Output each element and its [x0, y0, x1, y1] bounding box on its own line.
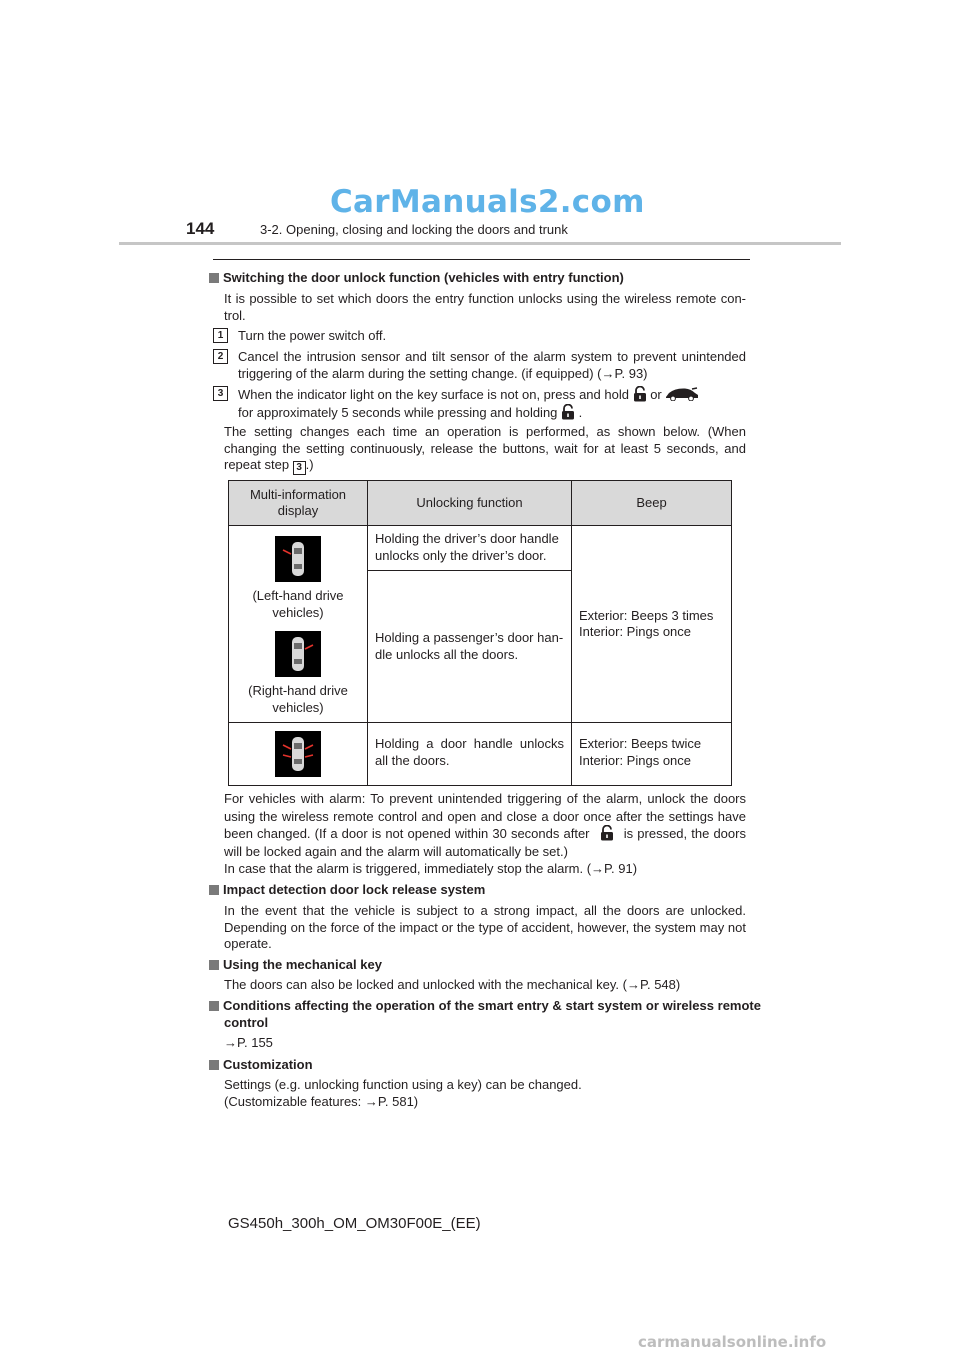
bullet-square-icon [209, 960, 219, 970]
alarm-stop-note: In case that the alarm is triggered, immediately stop the alarm. (→P. 91) [224, 861, 638, 876]
header-divider [119, 242, 841, 245]
step-reference-3: 3 [293, 461, 306, 475]
step-1-text: Turn the power switch off. [238, 328, 387, 343]
impact-text: In the event that the vehicle is subject to a strong impact, all the doors are unlocked. Depending on the force of the impact or the type of accident, however, the system may not operate. [224, 903, 746, 951]
table-header: Beep [572, 481, 732, 526]
lhd-label: (Left-hand drive vehicles) [252, 588, 344, 620]
mechanical-heading: Using the mechanical key [209, 957, 754, 974]
step-2-text: Cancel the intrusion sensor and tilt sensor of the alarm system to prevent unintended triggering of the alarm during the setting change. (if equipped) (→P. 93) [238, 349, 746, 381]
car-driver-door-rhd-icon [275, 631, 321, 677]
switching-intro: It is possible to set which doors the entry function unlocks using the wireless remote con-trol. [224, 291, 746, 323]
watermark-carmanualsonline: carmanualsonline.info [638, 1333, 827, 1351]
section-title: 3-2. Opening, closing and locking the doors and trunk [260, 222, 568, 237]
content-divider [213, 259, 750, 260]
customization-text: Settings (e.g. unlocking function using a key) can be changed. [224, 1077, 582, 1092]
step-number-1: 1 [213, 328, 228, 343]
display-cell [229, 723, 368, 786]
function-cell: Holding a door handle unlocks all the doors. [368, 723, 572, 786]
bullet-square-icon [209, 273, 219, 283]
customization-heading: Customization [209, 1057, 754, 1074]
setting-changes-text: The setting changes each time an operation is performed, as shown below. (When changing the setting continuously, release the buttons, wait for at least 5 seconds, and repeat step 3 .) [224, 424, 746, 473]
unlock-button-icon [561, 404, 575, 420]
watermark-carmanuals2: CarManuals2.com [330, 184, 645, 220]
step-3-text: When the indicator light on the key surface is not on, press and hold or for approximately 5 seconds while pressing and holding . [238, 386, 746, 421]
bullet-square-icon [209, 1001, 219, 1011]
mechanical-text: The doors can also be locked and unlocked with the mechanical key. (→P. 548) [224, 977, 681, 992]
table-header-row [229, 481, 732, 526]
page-number: 144 [186, 219, 215, 238]
beep-cell: Exterior: Beeps 3 times Interior: Pings once [572, 526, 732, 723]
car-all-doors-icon [275, 731, 321, 777]
bullet-square-icon [209, 885, 219, 895]
switching-heading: Switching the door unlock function (vehicles with entry function) [209, 270, 754, 287]
table-row [229, 526, 732, 571]
alarm-note: For vehicles with alarm: To prevent unintended triggering of the alarm, unlock the doors using the wireless remote control and open and close a door once after the settings have been changed. (If a door is not opened within 30 seconds after is pressed, the doors will be locked again and the alarm will automatically be set.) [224, 791, 746, 859]
customization-reference: (Customizable features: →P. 581) [224, 1094, 419, 1109]
trunk-button-icon [665, 387, 699, 401]
unlock-button-icon [633, 386, 647, 402]
impact-heading: Impact detection door lock release system [209, 882, 754, 899]
function-cell: Holding a passenger’s door han-dle unlocks all the doors. [368, 571, 572, 723]
step-number-3: 3 [213, 386, 228, 401]
beep-cell: Exterior: Beeps twice Interior: Pings once [572, 723, 732, 786]
bullet-square-icon [209, 1060, 219, 1070]
table-header: Multi-information display [229, 481, 368, 526]
unlock-settings-table [228, 480, 732, 786]
step-number-2: 2 [213, 349, 228, 364]
document-code-footer: GS450h_300h_OM_OM30F00E_(EE) [228, 1215, 481, 1232]
table-header: Unlocking function [368, 481, 572, 526]
car-driver-door-icon [275, 536, 321, 582]
table-row [229, 723, 732, 786]
unlock-button-icon [600, 825, 614, 841]
function-cell: Holding the driver’s door handle unlocks only the driver’s door. [368, 526, 572, 571]
conditions-heading: Conditions affecting the operation of the smart entry & start system or wireless remote control [209, 998, 761, 1031]
conditions-reference: →P. 155 [224, 1035, 273, 1050]
rhd-label: (Right-hand drive vehicles) [248, 683, 348, 715]
display-cell [229, 526, 368, 723]
